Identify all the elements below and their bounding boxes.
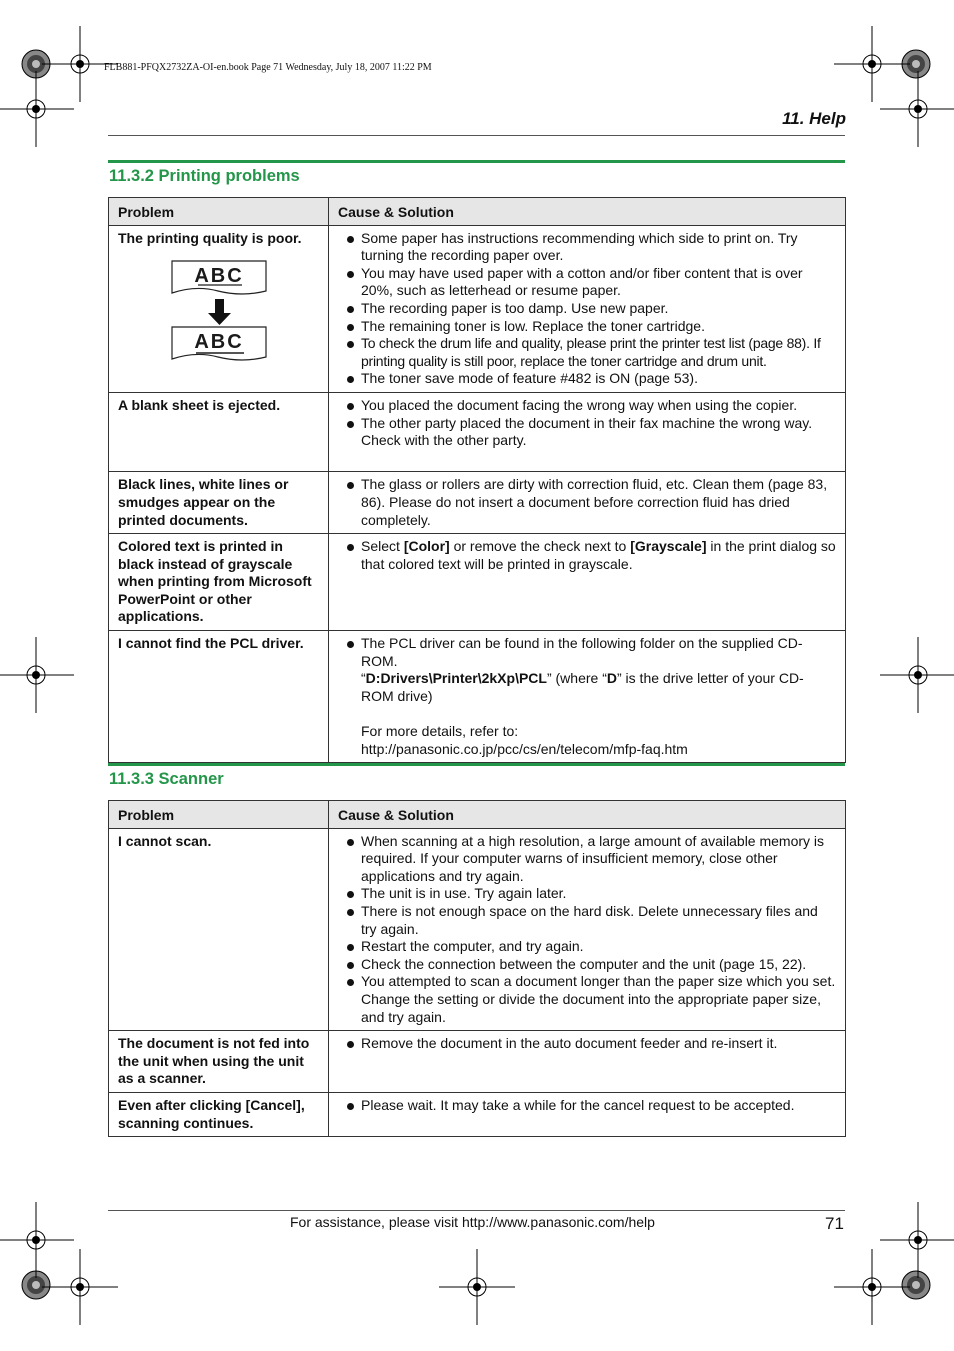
list-item: Restart the computer, and try again.	[338, 938, 836, 956]
footer-rule	[108, 1210, 845, 1211]
list-item: Check the connection between the computer and the unit (page 15, 22).	[338, 956, 836, 974]
table-row	[109, 828, 846, 1031]
problem-cell: A blank sheet is ejected.	[109, 392, 329, 471]
section-title-scanner: 11.3.3 Scanner	[109, 770, 224, 788]
problem-cell: I cannot find the PCL driver.	[109, 631, 329, 763]
solution-cell	[329, 534, 846, 631]
list-item: The toner save mode of feature #482 is ON (page 53).	[338, 370, 836, 388]
printing-problems-table	[108, 197, 846, 763]
list-item: When scanning at a high resolution, a large amount of available memory is required. If your computer warns of insufficient memory, close other applications and try again.	[338, 833, 836, 886]
list-item: The unit is in use. Try again later.	[338, 885, 836, 903]
list-item: You placed the document facing the wrong way when using the copier.	[338, 397, 836, 415]
solution-cell	[329, 1092, 846, 1136]
problem-cell: I cannot scan.	[109, 828, 329, 1031]
problem-cell: Even after clicking [Cancel], scanning continues.	[109, 1092, 329, 1136]
grayscale-key-label: [Grayscale]	[630, 538, 707, 555]
table-header-row	[109, 198, 846, 226]
table-row	[109, 472, 846, 534]
list-item: The glass or rollers are dirty with correction fluid, etc. Clean them (page 83, 86). Please do not insert a document before correction fluid has dried completely.	[338, 476, 836, 529]
table-row	[109, 392, 846, 471]
solution-cell	[329, 828, 846, 1031]
table-row	[109, 631, 846, 763]
list-item: Remove the document in the auto document feeder and re-insert it.	[338, 1035, 836, 1053]
problem-cell: The document is not fed into the unit when using the unit as a scanner.	[109, 1031, 329, 1093]
column-header-problem: Problem	[109, 198, 329, 226]
section-title-printing: 11.3.2 Printing problems	[109, 167, 300, 185]
color-key-label: [Color]	[403, 538, 450, 555]
page-number: 71	[825, 1214, 844, 1233]
chapter-title: 11. Help	[782, 109, 846, 128]
list-item: Please wait. It may take a while for the cancel request to be accepted.	[338, 1097, 836, 1115]
list-item: The PCL driver can be found in the following folder on the supplied CD-ROM.	[338, 635, 836, 670]
list-item: There is not enough space on the hard disk. Delete unnecessary files and try again.	[338, 903, 836, 938]
scanner-problems-table	[108, 800, 846, 1137]
more-details-text: For more details, refer to:	[361, 723, 519, 740]
problem-text: The printing quality is poor.	[118, 229, 302, 246]
list-item: Select [Color] or remove the check next to [Grayscale] in the print dialog so that colored text will be printed in grayscale.	[338, 538, 836, 573]
column-header-cause: Cause & Solution	[329, 801, 846, 829]
file-header: FLB881-PFQX2732ZA-OI-en.book Page 71 Wednesday, July 18, 2007 11:22 PM	[104, 62, 432, 73]
faq-url: http://panasonic.co.jp/pcc/cs/en/telecom/mfp-faq.htm	[361, 740, 688, 757]
list-item: The remaining toner is low. Replace the toner cartridge.	[338, 318, 836, 336]
driver-path-note: “D:Drivers\Printer\2kXp\PCL” (where “D” is the drive letter of your CD-ROM drive)	[361, 670, 804, 704]
solution-cell	[329, 631, 846, 763]
footer-text: For assistance, please visit http://www.panasonic.com/help	[290, 1214, 655, 1230]
solution-cell	[329, 472, 846, 534]
table-row	[109, 1031, 846, 1093]
section-rule	[108, 160, 845, 163]
solution-cell	[329, 392, 846, 471]
table-header-row	[109, 801, 846, 829]
list-item: You may have used paper with a cotton and/or fiber content that is over 20%, such as letterhead or resume paper.	[338, 265, 836, 300]
table-row	[109, 1092, 846, 1136]
problem-cell: Colored text is printed in black instead of grayscale when printing from Microsoft PowerPoint or other applications.	[109, 534, 329, 631]
illustration-text-bottom: ABC	[194, 331, 244, 354]
list-item: Some paper has instructions recommending which side to print on. Try turning the recording paper over.	[338, 230, 836, 265]
list-item: You attempted to scan a document longer than the paper size which you set. Change the setting or divide the document into the appropriate paper size, and try again.	[338, 973, 836, 1026]
print-quality-illustration	[170, 259, 270, 369]
list-item: The recording paper is too damp. Use new paper.	[338, 300, 836, 318]
list-item: The other party placed the document in their fax machine the wrong way. Check with the other party.	[338, 415, 836, 450]
drive-letter: D	[606, 670, 617, 687]
column-header-cause: Cause & Solution	[329, 198, 846, 226]
table-row	[109, 534, 846, 631]
illustration-text-top: ABC	[194, 265, 244, 288]
solution-cell	[329, 1031, 846, 1093]
table-row	[109, 225, 846, 392]
column-header-problem: Problem	[109, 801, 329, 829]
problem-cell	[109, 225, 329, 392]
section-rule	[108, 763, 845, 766]
problem-cell: Black lines, white lines or smudges appear on the printed documents.	[109, 472, 329, 534]
driver-path: D:Drivers\Printer\2kXp\PCL	[365, 670, 547, 687]
header-rule	[108, 135, 845, 136]
solution-cell	[329, 225, 846, 392]
list-item: To check the drum life and quality, please print the printer test list (page 88). If printing quality is still poor, replace the toner cartridge and drum unit.	[338, 335, 836, 370]
cancel-key-label: [Cancel]	[245, 1096, 301, 1113]
